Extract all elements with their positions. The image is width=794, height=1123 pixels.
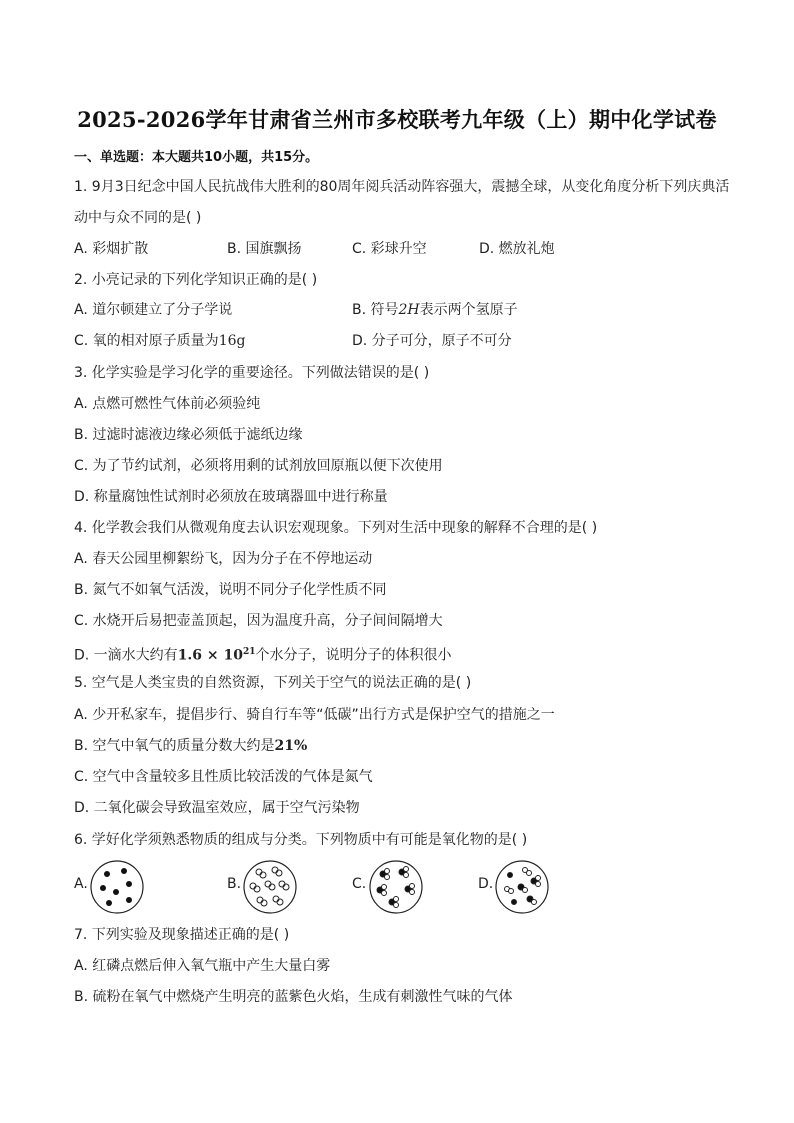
q3-option-c: C. 为了节约试剂，必须将用剩的试剂放回原瓶以便下次使用 [74, 458, 443, 474]
q2-option-c: C. 氧的相对原子质量为16g [74, 333, 246, 349]
q1-option-a: A. 彩烟扩散 [74, 241, 149, 257]
q1-option-c: C. 彩球升空 [352, 241, 427, 257]
q2-option-b: B. 符号2H表示两个氢原子 [352, 302, 518, 318]
q6-option-a-label: A. [74, 876, 88, 892]
q6-option-d-particle-diagram [494, 859, 550, 915]
q1-stem-line2: 动中与众不同的是( ) [74, 210, 202, 226]
q6-option-b-particle-diagram [242, 859, 298, 915]
q6-option-c-label: C. [352, 876, 367, 892]
q1-stem-line1: 1. 9月3日纪念中国人民抗战伟大胜利的80周年阅兵活动阵容强大，震撼全球，从变化角度分析下列庆典活 [74, 179, 730, 195]
q2-option-d: D. 分子可分，原子不可分 [352, 333, 512, 349]
q5-stem: 5. 空气是人类宝贵的自然资源，下列关于空气的说法正确的是( ) [74, 675, 472, 691]
q4-stem: 4. 化学教会我们从微观角度去认识宏观现象。下列对生活中现象的解释不合理的是( ) [74, 520, 598, 536]
section-heading-single-choice: 一、单选题：本大题共10小题，共15分。 [74, 150, 319, 165]
q3-option-a: A. 点燃可燃性气体前必须验纯 [74, 396, 261, 412]
q5-option-d: D. 二氧化碳会导致温室效应，属于空气污染物 [74, 800, 360, 816]
q6-option-c-particle-diagram [368, 859, 424, 915]
q4-option-c: C. 水烧开后易把壶盖顶起，因为温度升高，分子间间隔增大 [74, 613, 443, 629]
q7-option-b: B. 硫粉在氧气中燃烧产生明亮的蓝紫色火焰，生成有刺激性气味的气体 [74, 989, 513, 1005]
exam-title: 2025-2026学年甘肃省兰州市多校联考九年级（上）期中化学试卷 [77, 107, 717, 132]
q1-option-b: B. 国旗飘扬 [227, 241, 302, 257]
q7-stem: 7. 下列实验及现象描述正确的是( ) [74, 927, 290, 943]
q3-option-d: D. 称量腐蚀性试剂时必须放在玻璃器皿中进行称量 [74, 489, 388, 505]
q6-option-b-label: B. [227, 876, 242, 892]
q5-option-c: C. 空气中含量较多且性质比较活泼的气体是氮气 [74, 769, 373, 785]
q2-stem: 2. 小亮记录的下列化学知识正确的是( ) [74, 272, 318, 288]
q2-option-a: A. 道尔顿建立了分子学说 [74, 302, 233, 318]
q6-stem: 6. 学好化学须熟悉物质的组成与分类。下列物质中有可能是氧化物的是( ) [74, 832, 528, 848]
q4-option-b: B. 氮气不如氧气活泼，说明不同分子化学性质不同 [74, 582, 387, 598]
q3-option-b: B. 过滤时滤液边缘必须低于滤纸边缘 [74, 427, 303, 443]
q4-option-a: A. 春天公园里柳絮纷飞，因为分子在不停地运动 [74, 551, 373, 567]
q6-option-d-label: D. [478, 876, 494, 892]
q6-option-a-particle-diagram [89, 859, 145, 915]
q5-option-a: A. 少开私家车，提倡步行、骑自行车等“低碳”出行方式是保护空气的措施之一 [74, 707, 555, 723]
q5-option-b: B. 空气中氧气的质量分数大约是21% [74, 738, 308, 754]
q7-option-a: A. 红磷点燃后伸入氧气瓶中产生大量白雾 [74, 958, 331, 974]
q1-option-d: D. 燃放礼炮 [479, 241, 555, 257]
q4-option-d: D. 一滴水大约有$1.6 \times 10^{21}$个水分子，说明分子的体积很小 [74, 647, 452, 664]
q3-stem: 3. 化学实验是学习化学的重要途径。下列做法错误的是( ) [74, 365, 430, 381]
